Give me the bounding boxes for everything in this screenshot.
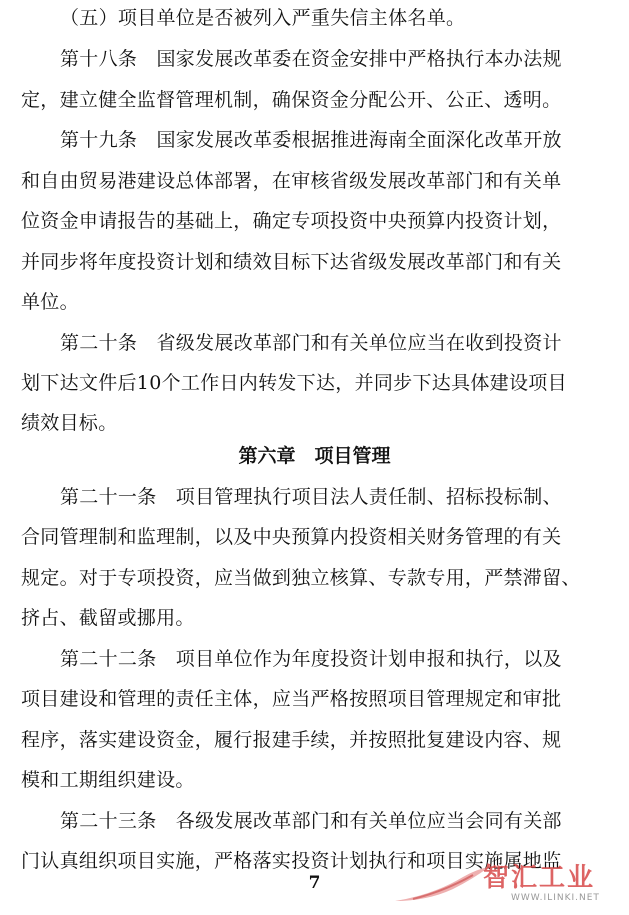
watermark-brand: 智汇工业 bbox=[483, 863, 596, 893]
text-line: 第二十二条 项目单位作为年度投资计划申报和执行，以及 bbox=[60, 648, 562, 670]
text-line: 第十九条 国家发展改革委根据推进海南全面深化改革开放 bbox=[60, 129, 562, 151]
text-line: 绩效目标。 bbox=[21, 412, 118, 434]
text-line: 划下达文件后10个工作日内转发下达，并同步下达具体建设项目 bbox=[21, 372, 567, 394]
text-line: 第二十一条 项目管理执行项目法人责任制、招标投标制、 bbox=[60, 486, 562, 508]
text-line: 项目建设和管理的责任主体，应当严格按照项目管理规定和审批 bbox=[21, 688, 562, 710]
page-number: 7 bbox=[308, 873, 321, 893]
text-line: 规定。对于专项投资，应当做到独立核算、专款专用，严禁滞留、 bbox=[21, 567, 581, 589]
text-line: 单位。 bbox=[21, 291, 79, 313]
text-line: 第二十条 省级发展改革部门和有关单位应当在收到投资计 bbox=[60, 332, 562, 354]
watermark-url: WWW.ILINKI.NET bbox=[511, 893, 600, 903]
text-line: 并同步将年度投资计划和绩效目标下达省级发展改革部门和有关 bbox=[21, 251, 562, 273]
text-line: 模和工期组织建设。 bbox=[21, 769, 195, 791]
text-line: 定，建立健全监督管理机制，确保资金分配公开、公正、透明。 bbox=[21, 89, 562, 111]
text-line: 门认真组织项目实施，严格落实投资计划执行和项目实施属地监 bbox=[21, 850, 562, 872]
swoosh-icon bbox=[393, 865, 493, 905]
text-line: 位资金申请报告的基础上，确定专项投资中央预算内投资计划， bbox=[21, 210, 562, 232]
text-line: 挤占、截留或挪用。 bbox=[21, 607, 195, 629]
watermark-logo bbox=[393, 855, 623, 913]
text-line: 合同管理制和监理制，以及中央预算内投资相关财务管理的有关 bbox=[21, 526, 562, 548]
text-line: 和自由贸易港建设总体部署，在审核省级发展改革部门和有关单 bbox=[21, 170, 562, 192]
text-line: 第二十三条 各级发展改革部门和有关单位应当会同有关部 bbox=[60, 810, 562, 832]
text-line: 第十八条 国家发展改革委在资金安排中严格执行本办法规 bbox=[60, 48, 562, 70]
text-line: （五）项目单位是否被列入严重失信主体名单。 bbox=[60, 7, 466, 29]
text-line: 程序，落实建设资金，履行报建手续，并按照批复建设内容、规 bbox=[21, 729, 562, 751]
chapter-heading: 第六章 项目管理 bbox=[238, 445, 391, 467]
